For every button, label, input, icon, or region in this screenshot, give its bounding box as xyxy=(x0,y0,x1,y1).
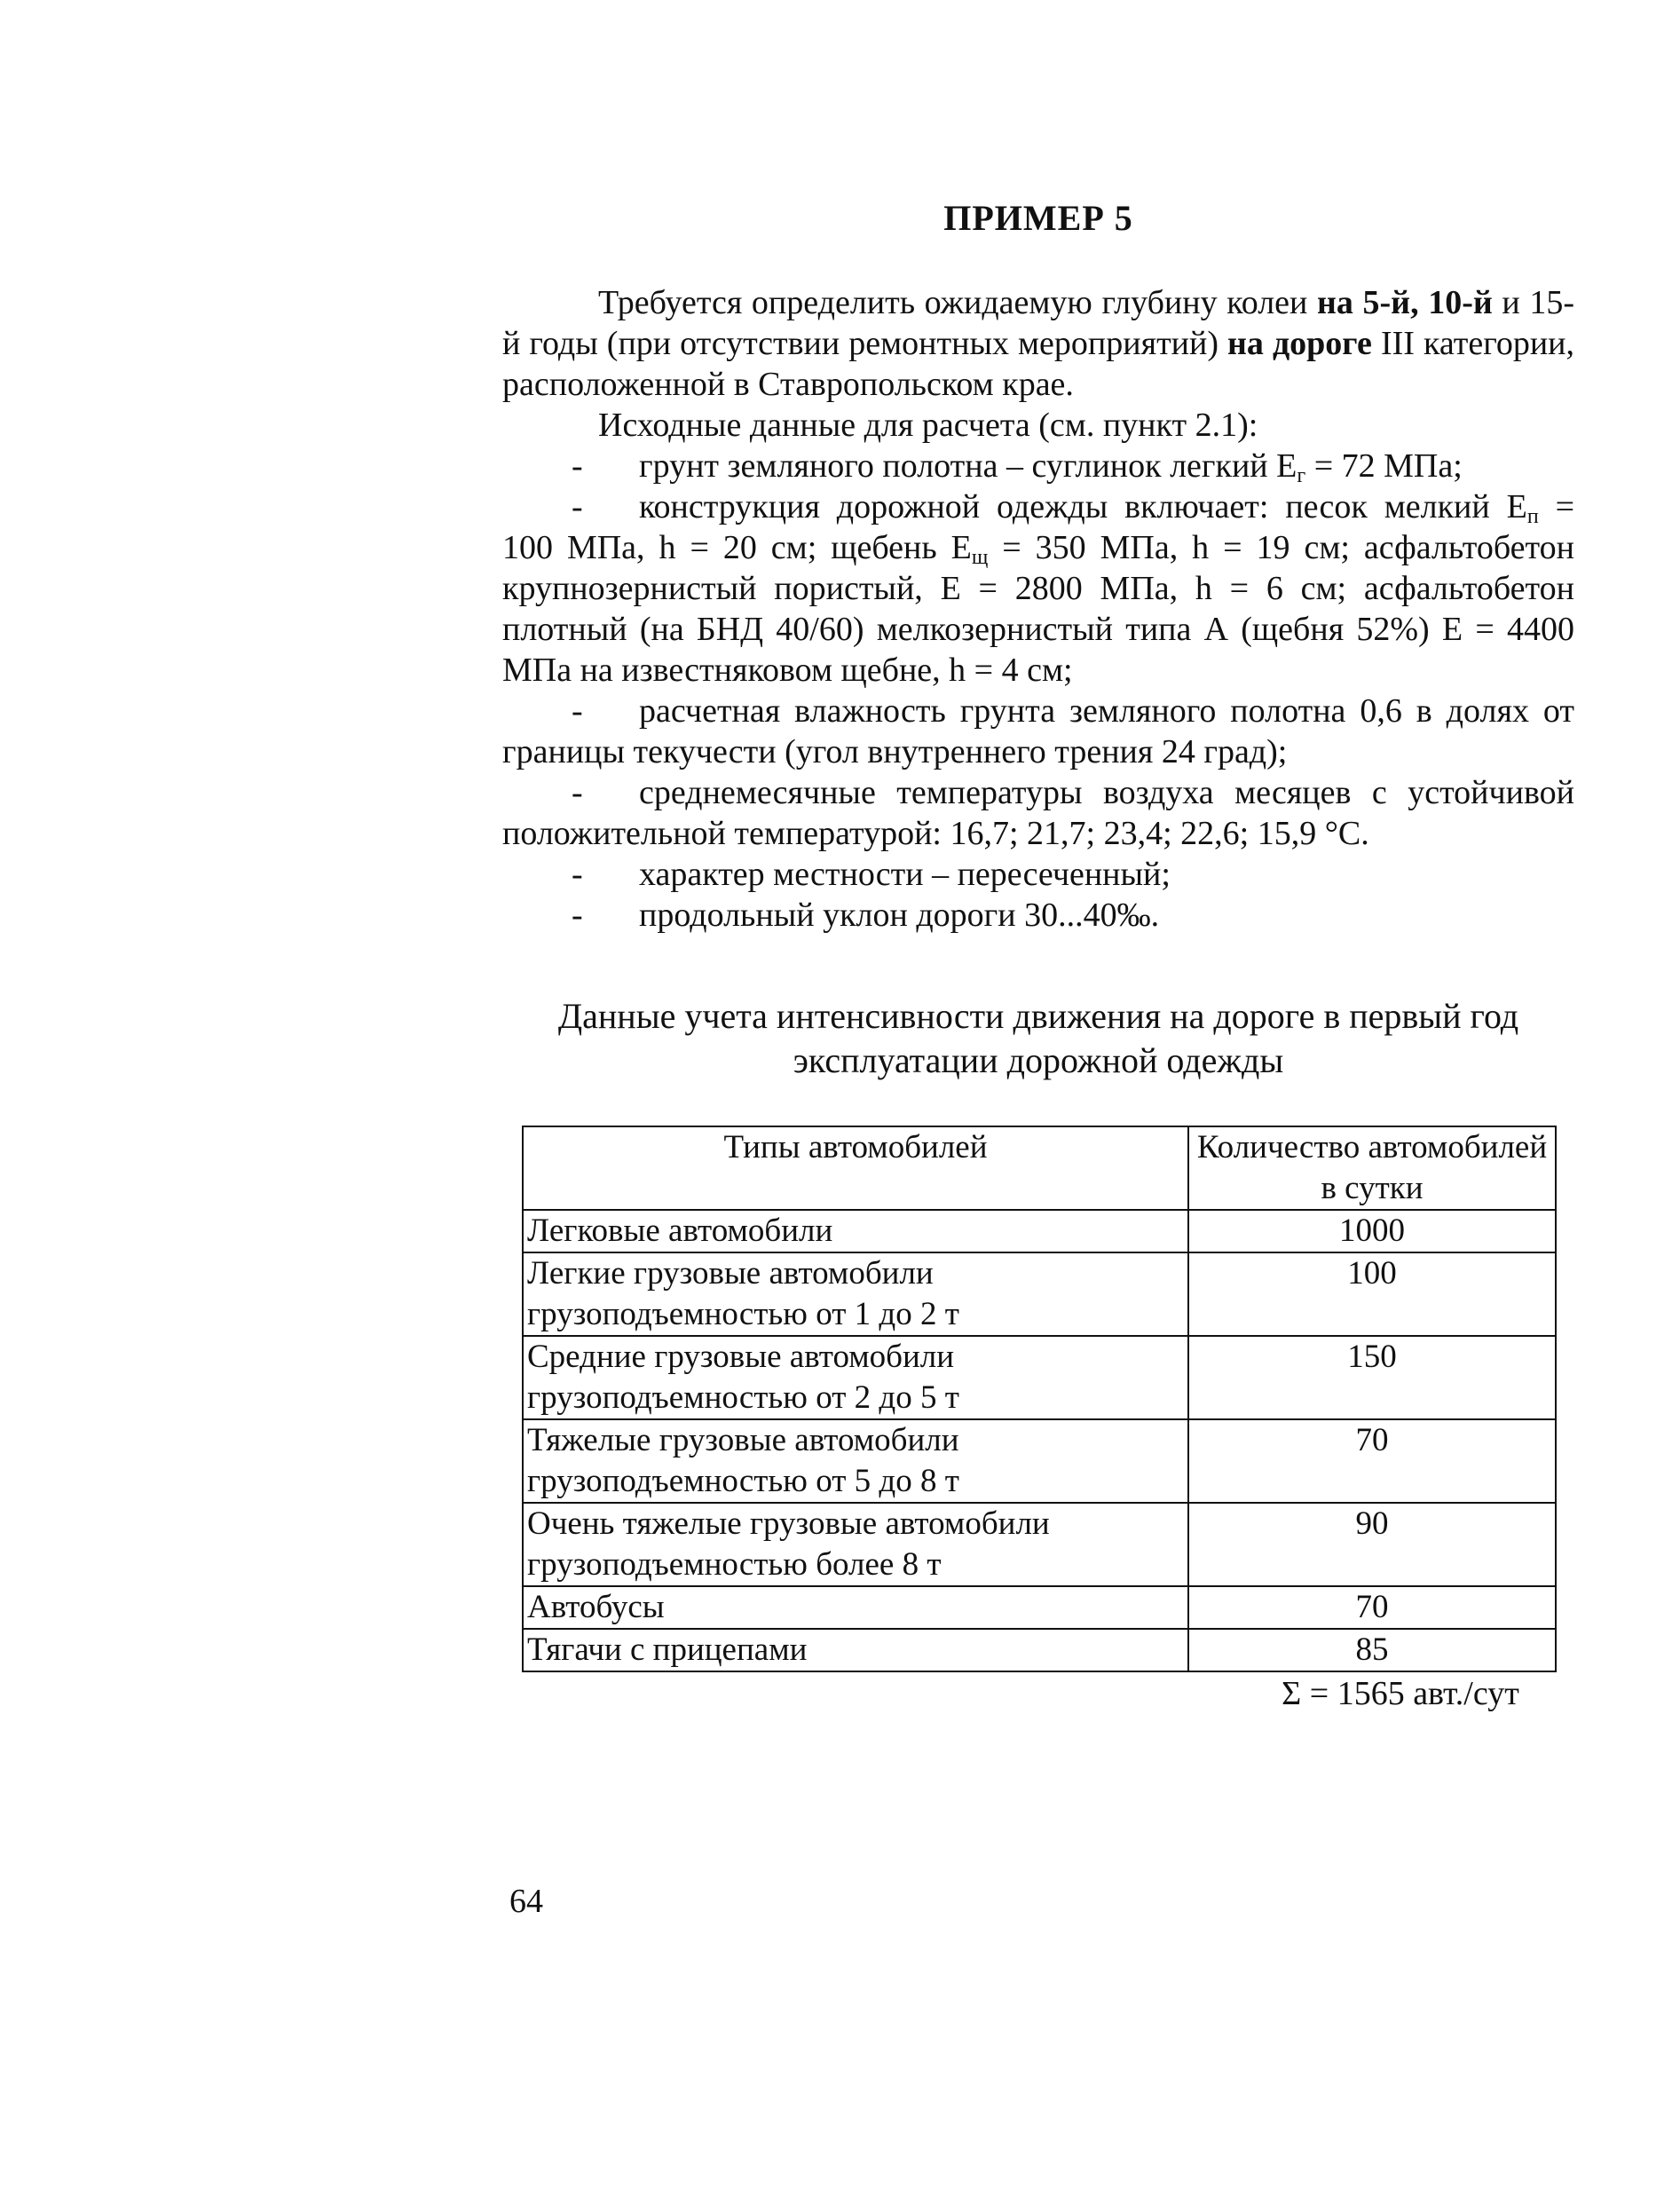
header-vehicle-count: Количество автомобилей в сутки xyxy=(1188,1126,1556,1210)
list-dash: - xyxy=(572,447,583,485)
intro-part5: III категории, расположенной в Ставропольском крае. xyxy=(502,325,1574,403)
table-row xyxy=(523,1503,1556,1586)
source-data-heading: Исходные данные для расчета (см. пункт 2.1): xyxy=(598,407,1258,444)
list-item-soil xyxy=(502,446,1574,486)
table-row xyxy=(523,1210,1556,1252)
temperatures-text: среднемесячные температуры воздуха месяцев с устойчивой положительной температурой: 16,7; 21,7; 23,4; 22,6; 15,9 °С. xyxy=(502,774,1574,852)
vehicle-count-cell: 1000 xyxy=(1188,1210,1556,1252)
slope-text: продольный уклон дороги 30...40‰. xyxy=(639,897,1160,934)
intro-part1: Требуется определить ожидаемую глубину колеи xyxy=(598,284,1318,321)
list-dash: - xyxy=(572,488,583,525)
list-item-slope xyxy=(502,895,1574,936)
vehicle-type-cell: Легкие грузовые автомобили грузоподъемностью от 1 до 2 т xyxy=(523,1252,1188,1336)
page-title: ПРИМЕР 5 xyxy=(943,198,1133,238)
list-dash: - xyxy=(572,692,583,730)
table-caption: Данные учета интенсивности движения на дороге в первый год эксплуатации дорожной одежды xyxy=(557,996,1519,1080)
soil-value: = 72 МПа; xyxy=(1305,447,1463,485)
vehicle-count-cell: 100 xyxy=(1188,1252,1556,1336)
list-dash: - xyxy=(572,856,583,893)
table-row xyxy=(523,1586,1556,1629)
list-item-terrain xyxy=(502,854,1574,895)
terrain-text: характер местности – пересеченный; xyxy=(639,856,1171,893)
list-dash: - xyxy=(572,774,583,811)
construction-text-3: = 350 МПа, h = 19 см; асфальтобетон крупнозернистый пористый, E = 2800 МПа, h = 6 см; асфальтобетон плотный (на БНД 40/60) мелкозернистый типа А (щебня 52%) E = 4400 МПа на известняковом щебне, h = 4 см; xyxy=(502,529,1574,689)
table-row xyxy=(523,1252,1556,1336)
construction-text-2: = 100 МПа, h = 20 см; щебень E xyxy=(502,488,1574,566)
vehicle-type-cell: Автобусы xyxy=(523,1586,1188,1629)
vehicle-count-cell: 85 xyxy=(1188,1629,1556,1671)
table-row xyxy=(523,1629,1556,1671)
soil-text: грунт земляного полотна – суглинок легкий E xyxy=(639,447,1297,485)
soil-subscript: г xyxy=(1297,464,1306,487)
vehicle-type-cell: Тягачи с прицепами xyxy=(523,1629,1188,1671)
vehicle-count-cell: 70 xyxy=(1188,1419,1556,1503)
intro-part2: на 5-й, 10-й xyxy=(1317,284,1493,321)
list-item-construction xyxy=(502,486,1574,691)
total-sum: Σ = 1565 авт./сут xyxy=(1282,1675,1519,1712)
table-row xyxy=(523,1336,1556,1419)
body-text xyxy=(502,282,1574,936)
construction-subscript-1: п xyxy=(1526,505,1539,528)
intro-paragraph xyxy=(502,282,1574,405)
moisture-text: расчетная влажность грунта земляного полотна 0,6 в долях от границы текучести (угол внутреннего трения 24 град); xyxy=(502,692,1574,770)
list-item-temperatures xyxy=(502,772,1574,854)
table-header-row xyxy=(523,1126,1556,1210)
vehicle-type-cell: Тяжелые грузовые автомобили грузоподъемностью от 5 до 8 т xyxy=(523,1419,1188,1503)
vehicle-count-cell: 70 xyxy=(1188,1586,1556,1629)
construction-subscript-2: щ xyxy=(971,546,989,569)
traffic-table xyxy=(522,1126,1557,1672)
header-vehicle-type: Типы автомобилей xyxy=(523,1126,1188,1210)
vehicle-type-cell: Легковые автомобили xyxy=(523,1210,1188,1252)
list-item-moisture xyxy=(502,691,1574,772)
vehicle-count-cell: 150 xyxy=(1188,1336,1556,1419)
vehicle-type-cell: Очень тяжелые грузовые автомобили грузоподъемностью более 8 т xyxy=(523,1503,1188,1586)
construction-text-1: конструкция дорожной одежды включает: песок мелкий E xyxy=(639,488,1527,525)
intro-part3: и 15-й годы (при отсутствии ремонтных мероприятий) xyxy=(502,284,1574,362)
vehicle-type-cell: Средние грузовые автомобили грузоподъемностью от 2 до 5 т xyxy=(523,1336,1188,1419)
vehicle-count-cell: 90 xyxy=(1188,1503,1556,1586)
table-row xyxy=(523,1419,1556,1503)
list-dash: - xyxy=(572,897,583,934)
page-number: 64 xyxy=(509,1883,543,1920)
intro-part4: на дороге xyxy=(1227,325,1372,362)
